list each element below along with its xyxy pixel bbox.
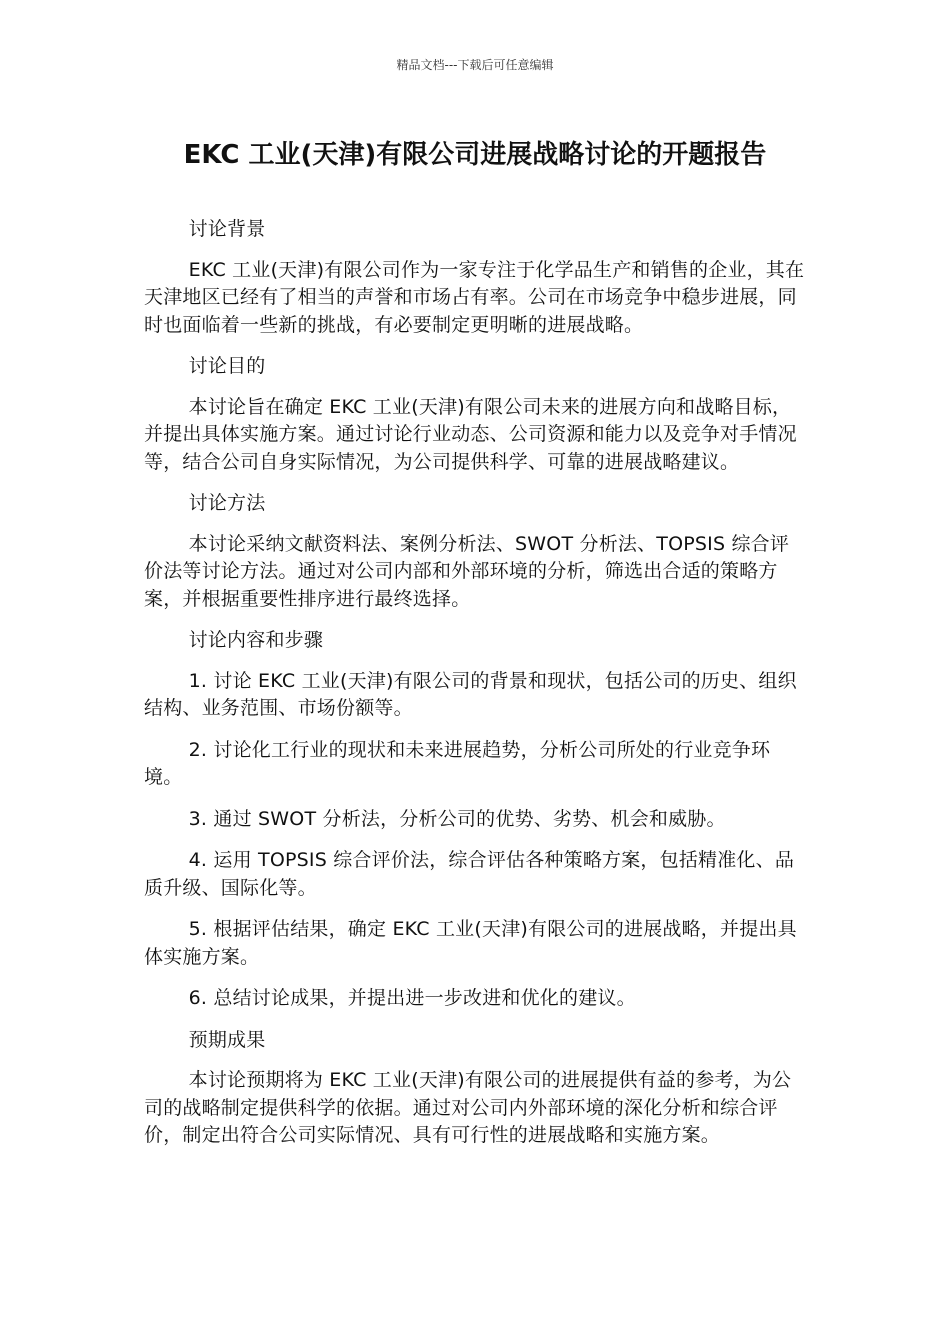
section-heading-purpose: 讨论目的	[188, 355, 266, 377]
section-heading-content: 讨论内容和步骤	[188, 629, 324, 651]
step-item-1: 1. 讨论 EKC 工业(天津)有限公司的背景和现状，包括公司的历史、组织结构、业务范围、市场份额等。	[144, 669, 797, 719]
step-item-3: 3. 通过 SWOT 分析法，分析公司的优势、劣势、机会和威胁。	[188, 807, 726, 830]
step-item-6: 6. 总结讨论成果，并提出进一步改进和优化的建议。	[188, 987, 636, 1009]
section-text-method: 本讨论采纳文献资料法、案例分析法、SWOT 分析法、TOPSIS 综合评价法等讨论方法。通过对公司内部和外部环境的分析，筛选出合适的策略方案，并根据重要性排序进行最终选择。	[144, 532, 790, 610]
section-text-purpose: 本讨论旨在确定 EKC 工业(天津)有限公司未来的进展方向和战略目标，并提出具体实施方案。通过讨论行业动态、公司资源和能力以及竞争对手情况等，结合公司自身实际情况，为公司提供科学、可靠的进展战略建议。	[144, 395, 797, 473]
section-heading-background: 讨论背景	[188, 218, 266, 240]
step-item-4: 4. 运用 TOPSIS 综合评价法，综合评估各种策略方案，包括精准化、品质升级、国际化等。	[144, 849, 795, 899]
section-text-outcome: 本讨论预期将为 EKC 工业(天津)有限公司的进展提供有益的参考，为公司的战略制定提供科学的依据。通过对公司内外部环境的深化分析和综合评价，制定出符合公司实际情况、具有可行性的进展战略和实施方案。	[144, 1069, 792, 1146]
section-heading-outcome: 预期成果	[188, 1028, 266, 1051]
document-body	[144, 216, 808, 1164]
section-text-background: EKC 工业(天津)有限公司作为一家专注于化学品生产和销售的企业，其在天津地区已经有了相当的声誉和市场占有率。公司在市场竞争中稳步进展，同时也面临着一些新的挑战，有必要制定更明晰的进展战略。	[144, 258, 805, 336]
step-item-5: 5. 根据评估结果，确定 EKC 工业(天津)有限公司的进展战略，并提出具体实施方案。	[144, 918, 797, 968]
document-title: EKC 工业(天津)有限公司进展战略讨论的开题报告	[183, 140, 767, 170]
page-header-note: 精品文档---下载后可任意编辑	[396, 58, 554, 72]
step-item-2: 2. 讨论化工行业的现状和未来进展趋势，分析公司所处的行业竞争环境。	[144, 738, 771, 788]
section-heading-method: 讨论方法	[188, 492, 266, 514]
